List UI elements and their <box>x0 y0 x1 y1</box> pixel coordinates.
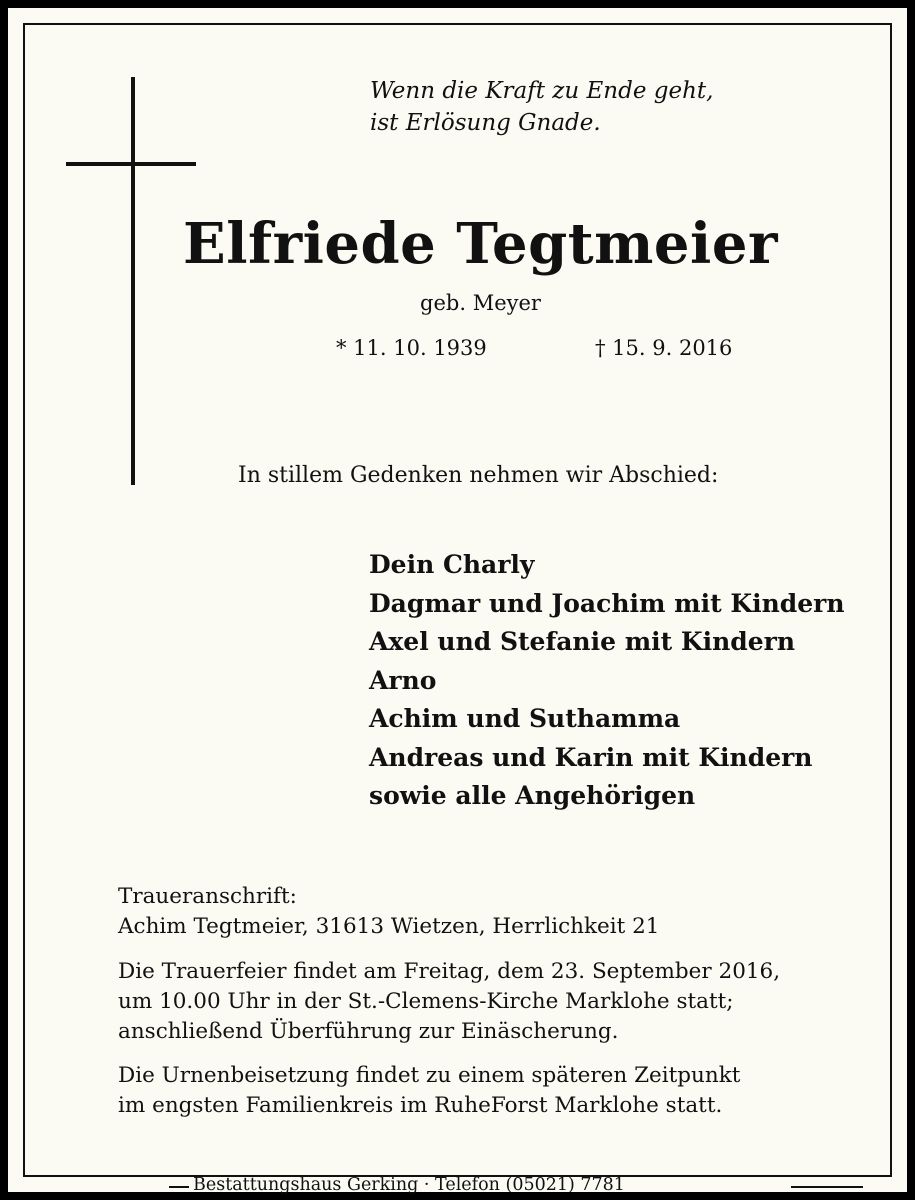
mourner: Dagmar und Joachim mit Kindern <box>369 588 845 618</box>
mourner: Arno <box>369 665 437 695</box>
cross-icon <box>131 77 135 485</box>
ceremony-line: um 10.00 Uhr in der St.-Clemens-Kirche Marklohe statt; <box>118 989 734 1014</box>
footer-rule-right <box>791 1186 863 1188</box>
ceremony-line: Die Trauerfeier findet am Freitag, dem 23. September 2016, <box>118 959 781 984</box>
cross-icon-bar <box>66 162 196 166</box>
urn-line: Die Urnenbeisetzung findet zu einem späteren Zeitpunkt <box>118 1063 741 1088</box>
mourners-list <box>369 546 845 816</box>
ceremony-info <box>118 957 780 1047</box>
quote-line: ist Erlösung Gnade. <box>370 110 601 136</box>
urn-line: im engsten Familienkreis im RuheForst Marklohe statt. <box>118 1093 723 1118</box>
mourner: Andreas und Karin mit Kindern <box>369 742 813 772</box>
obituary-notice <box>8 8 907 1195</box>
mourner: Dein Charly <box>369 550 535 579</box>
address-label: Traueranschrift: <box>118 884 297 909</box>
farewell-intro: In stillem Gedenken nehmen wir Abschied: <box>238 463 719 488</box>
mourner: sowie alle Angehörigen <box>369 781 696 810</box>
quote <box>370 75 713 139</box>
mourner: Axel und Stefanie mit Kindern <box>369 627 796 656</box>
notice-frame <box>23 23 892 1195</box>
deceased-name: Elfriede Tegtmeier <box>183 211 778 277</box>
maiden-name: geb. Meyer <box>420 291 541 315</box>
death-date: † 15. 9. 2016 <box>595 336 733 360</box>
mourning-address <box>118 882 660 942</box>
funeral-home-footer: Bestattungshaus Gerking · Telefon (05021) 7781 <box>193 1175 625 1195</box>
quote-line: Wenn die Kraft zu Ende geht, <box>370 78 714 104</box>
footer-rule-left <box>169 1186 189 1188</box>
birth-date: * 11. 10. 1939 <box>336 336 487 360</box>
address-value: Achim Tegtmeier, 31613 Wietzen, Herrlichkeit 21 <box>118 914 660 939</box>
mourner: Achim und Suthamma <box>369 704 681 733</box>
ceremony-line: anschließend Überführung zur Einäscherung. <box>118 1019 619 1044</box>
urn-info <box>118 1061 740 1121</box>
